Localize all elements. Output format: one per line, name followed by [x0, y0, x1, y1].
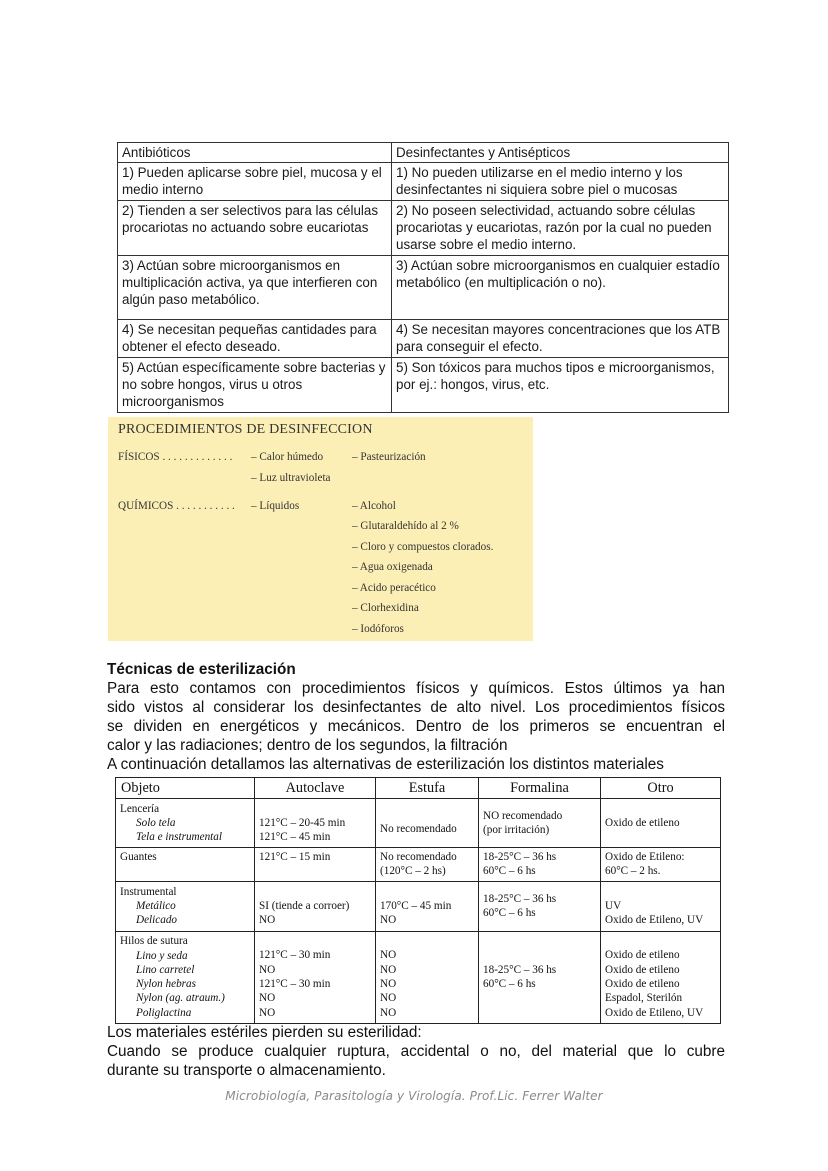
cell-line: NO [380, 977, 397, 990]
cell-line: Oxido de etileno [605, 949, 680, 962]
cell-line: UV [605, 899, 622, 912]
otro-cell [601, 931, 721, 1023]
otro-cell [601, 799, 721, 848]
disinfection-procedures-box [108, 417, 533, 641]
autoclave-cell [255, 931, 376, 1023]
table-header-row [116, 778, 721, 799]
paragraph-line: se dividen en energéticos y mecánicos. Dentro de los primeros se encuentran el [107, 718, 725, 735]
table-row [116, 799, 721, 848]
fisicos-label: FÍSICOS . . . . . . . . . . . . . [118, 451, 233, 463]
cell-line: Oxido de Etileno, UV [605, 1006, 704, 1019]
table-row [116, 848, 721, 882]
autoclave-cell [255, 799, 376, 848]
quimicos-subitem: – Cloro y compuestos clorados. [352, 541, 494, 553]
paragraph-line: durante su transporte o almacenamiento. [107, 1062, 386, 1079]
quimicos-subitem: – Agua oxigenada [352, 561, 433, 573]
table-row [118, 256, 729, 320]
quimicos-subitem: – Iodóforos [352, 623, 404, 635]
cell-line: (por irritación) [483, 824, 550, 836]
cell-line: No recomendado [380, 822, 457, 835]
cell-line: 121°C – 20-45 min [259, 816, 346, 829]
object-group: Instrumental [120, 885, 177, 898]
formalina-cell [479, 848, 601, 882]
object-cell [116, 881, 255, 931]
fisicos-item: – Luz ultravioleta [251, 472, 331, 484]
autoclave-cell [255, 848, 376, 882]
otro-cell [601, 881, 721, 931]
column-header: Objeto [116, 778, 255, 799]
object-subitem: Poliglactina [136, 1006, 192, 1019]
table-cell: 3) Actúan sobre microorganismos en multiplicación activa, ya que interfieren con algún paso metabólico. [118, 256, 392, 320]
cell-line: (120°C – 2 hs) [380, 865, 446, 878]
formalina-cell [479, 799, 601, 848]
table-cell: 2) No poseen selectividad, actuando sobre células procariotas y eucariotas, razón por la cual no pueden usarse sobre el medio interno. [392, 201, 729, 256]
table-row [118, 201, 729, 256]
quimicos-subitem: – Glutaraldehído al 2 % [352, 520, 459, 532]
cell-line: NO [259, 992, 276, 1005]
cell-line: 121°C – 15 min [259, 851, 331, 863]
object-group: Hilos de sutura [120, 935, 188, 948]
cell-line: 170°C – 45 min [380, 899, 452, 912]
fisicos-item: – Calor húmedo [251, 451, 324, 463]
paragraph-line: A continuación detallamos las alternativas de esterilización los distintos materiales [107, 756, 664, 773]
cell-line: Oxido de Etileno: [605, 851, 685, 863]
cell-line: No recomendado [380, 851, 457, 863]
cell-line: 18-25°C – 36 hs [483, 963, 557, 976]
cell-line: NO [380, 1006, 397, 1019]
table-cell: 1) Pueden aplicarse sobre piel, mucosa y el medio interno [118, 163, 392, 201]
cell-line: NO [380, 914, 397, 927]
table-row [116, 931, 721, 1023]
object-subitem: Metálico [136, 899, 176, 912]
object-group: Lencería [120, 802, 160, 815]
column-header: Antibióticos [118, 143, 392, 163]
table-cell: 2) Tienden a ser selectivos para las células procariotas no actuando sobre eucariotas [118, 201, 392, 256]
otro-cell [601, 848, 721, 882]
paragraph-line: Para esto contamos con procedimientos físicos y químicos. Estos últimos ya han [107, 680, 725, 697]
quimicos-item: – Líquidos [251, 500, 300, 512]
column-header: Autoclave [255, 778, 376, 799]
techniques-paragraph [107, 679, 725, 774]
formalina-cell [479, 931, 601, 1023]
autoclave-cell [255, 881, 376, 931]
cell-line: NO [259, 1006, 276, 1019]
quimicos-label: QUÍMICOS . . . . . . . . . . . [118, 500, 235, 512]
cell-line: 60°C – 2 hs. [605, 865, 661, 878]
cell-line: Oxido de Etileno, UV [605, 914, 704, 927]
procedures-title: PROCEDIMIENTOS DE DESINFECCION [118, 422, 373, 437]
object-cell [116, 799, 255, 848]
cell-line: 60°C – 6 hs [483, 907, 536, 920]
table-cell: 1) No pueden utilizarse en el medio interno y los desinfectantes ni siquiera sobre piel o mucosas [392, 163, 729, 201]
table-row [118, 320, 729, 358]
cell-line: NO [259, 914, 276, 927]
estufa-cell [376, 931, 479, 1023]
object-subitem: Delicado [136, 914, 178, 927]
column-header: Estufa [376, 778, 479, 799]
object-cell [116, 931, 255, 1023]
sterilization-alternatives-table [115, 777, 721, 1024]
cell-line: 121°C – 45 min [259, 831, 331, 843]
cell-line: SI (tiende a corroer) [259, 899, 350, 912]
cell-line: Oxido de etileno [605, 977, 680, 990]
closing-paragraph [107, 1023, 725, 1080]
object-group: Guantes [120, 851, 157, 863]
cell-line: NO [380, 963, 397, 976]
cell-line: 121°C – 30 min [259, 977, 331, 990]
table-cell: 5) Son tóxicos para muchos tipos e microorganismos, por ej.: hongos, virus, etc. [392, 358, 729, 413]
object-subitem: Nylon hebras [136, 978, 196, 991]
object-cell [116, 848, 255, 882]
table-cell: 5) Actúan específicamente sobre bacterias y no sobre hongos, virus u otros microorganismos [118, 358, 392, 413]
quimicos-subitem: – Clorhexidina [352, 602, 419, 614]
table-cell: 4) Se necesitan pequeñas cantidades para obtener el efecto deseado. [118, 320, 392, 358]
object-subitem: Solo tela [136, 816, 176, 829]
table-row [118, 358, 729, 413]
object-subitem: Lino carretel [136, 963, 195, 976]
quimicos-subitem: – Alcohol [352, 500, 396, 512]
table-cell: 4) Se necesitan mayores concentraciones que los ATB para conseguir el efecto. [392, 320, 729, 358]
cell-line: 60°C – 6 hs [483, 865, 536, 878]
cell-line: Espadol, Sterilón [605, 992, 683, 1005]
table-cell: 3) Actúan sobre microorganismos en cualquier estadío metabólico (en multiplicación o no). [392, 256, 729, 320]
formalina-cell [479, 881, 601, 931]
page-footer: Microbiología, Parasitología y Virología. Prof.Lic. Ferrer Walter [225, 1089, 603, 1103]
paragraph-line: Los materiales estériles pierden su esterilidad: [107, 1024, 422, 1041]
cell-line: 121°C – 30 min [259, 949, 331, 962]
cell-line: NO recomendado [483, 809, 563, 822]
object-subitem: Tela e instrumental [136, 831, 222, 844]
paragraph-line: Cuando se produce cualquier ruptura, accidental o no, del material que lo cubre [107, 1043, 725, 1060]
cell-line: Oxido de etileno [605, 816, 680, 829]
estufa-cell [376, 848, 479, 882]
quimicos-subitem: – Acido peracético [352, 582, 436, 594]
object-subitem: Lino y seda [136, 949, 188, 962]
cell-line: NO [259, 963, 276, 976]
table-header-row [118, 143, 729, 163]
object-subitem: Nylon (ag. atraum.) [136, 992, 225, 1005]
section-heading: Técnicas de esterilización [107, 661, 296, 678]
paragraph-line: calor y las radiaciones; dentro de los segundos, la filtración [107, 737, 508, 754]
cell-line: 18-25°C – 36 hs [483, 892, 557, 905]
cell-line: 18-25°C – 36 hs [483, 851, 557, 863]
column-header: Otro [601, 778, 721, 799]
cell-line: Oxido de etileno [605, 963, 680, 976]
fisicos-subitem: – Pasteurización [352, 451, 426, 463]
column-header: Desinfectantes y Antisépticos [392, 143, 729, 163]
estufa-cell [376, 799, 479, 848]
cell-line: 60°C – 6 hs [483, 978, 536, 991]
paragraph-line: sido vistos al considerar los desinfectantes de alto nivel. Los procedimientos físicos [107, 699, 725, 716]
table-row [116, 881, 721, 931]
table-row [118, 163, 729, 201]
antibiotics-vs-disinfectants-table [117, 142, 729, 413]
estufa-cell [376, 881, 479, 931]
cell-line: NO [380, 949, 397, 962]
cell-line: NO [380, 992, 397, 1005]
column-header: Formalina [479, 778, 601, 799]
